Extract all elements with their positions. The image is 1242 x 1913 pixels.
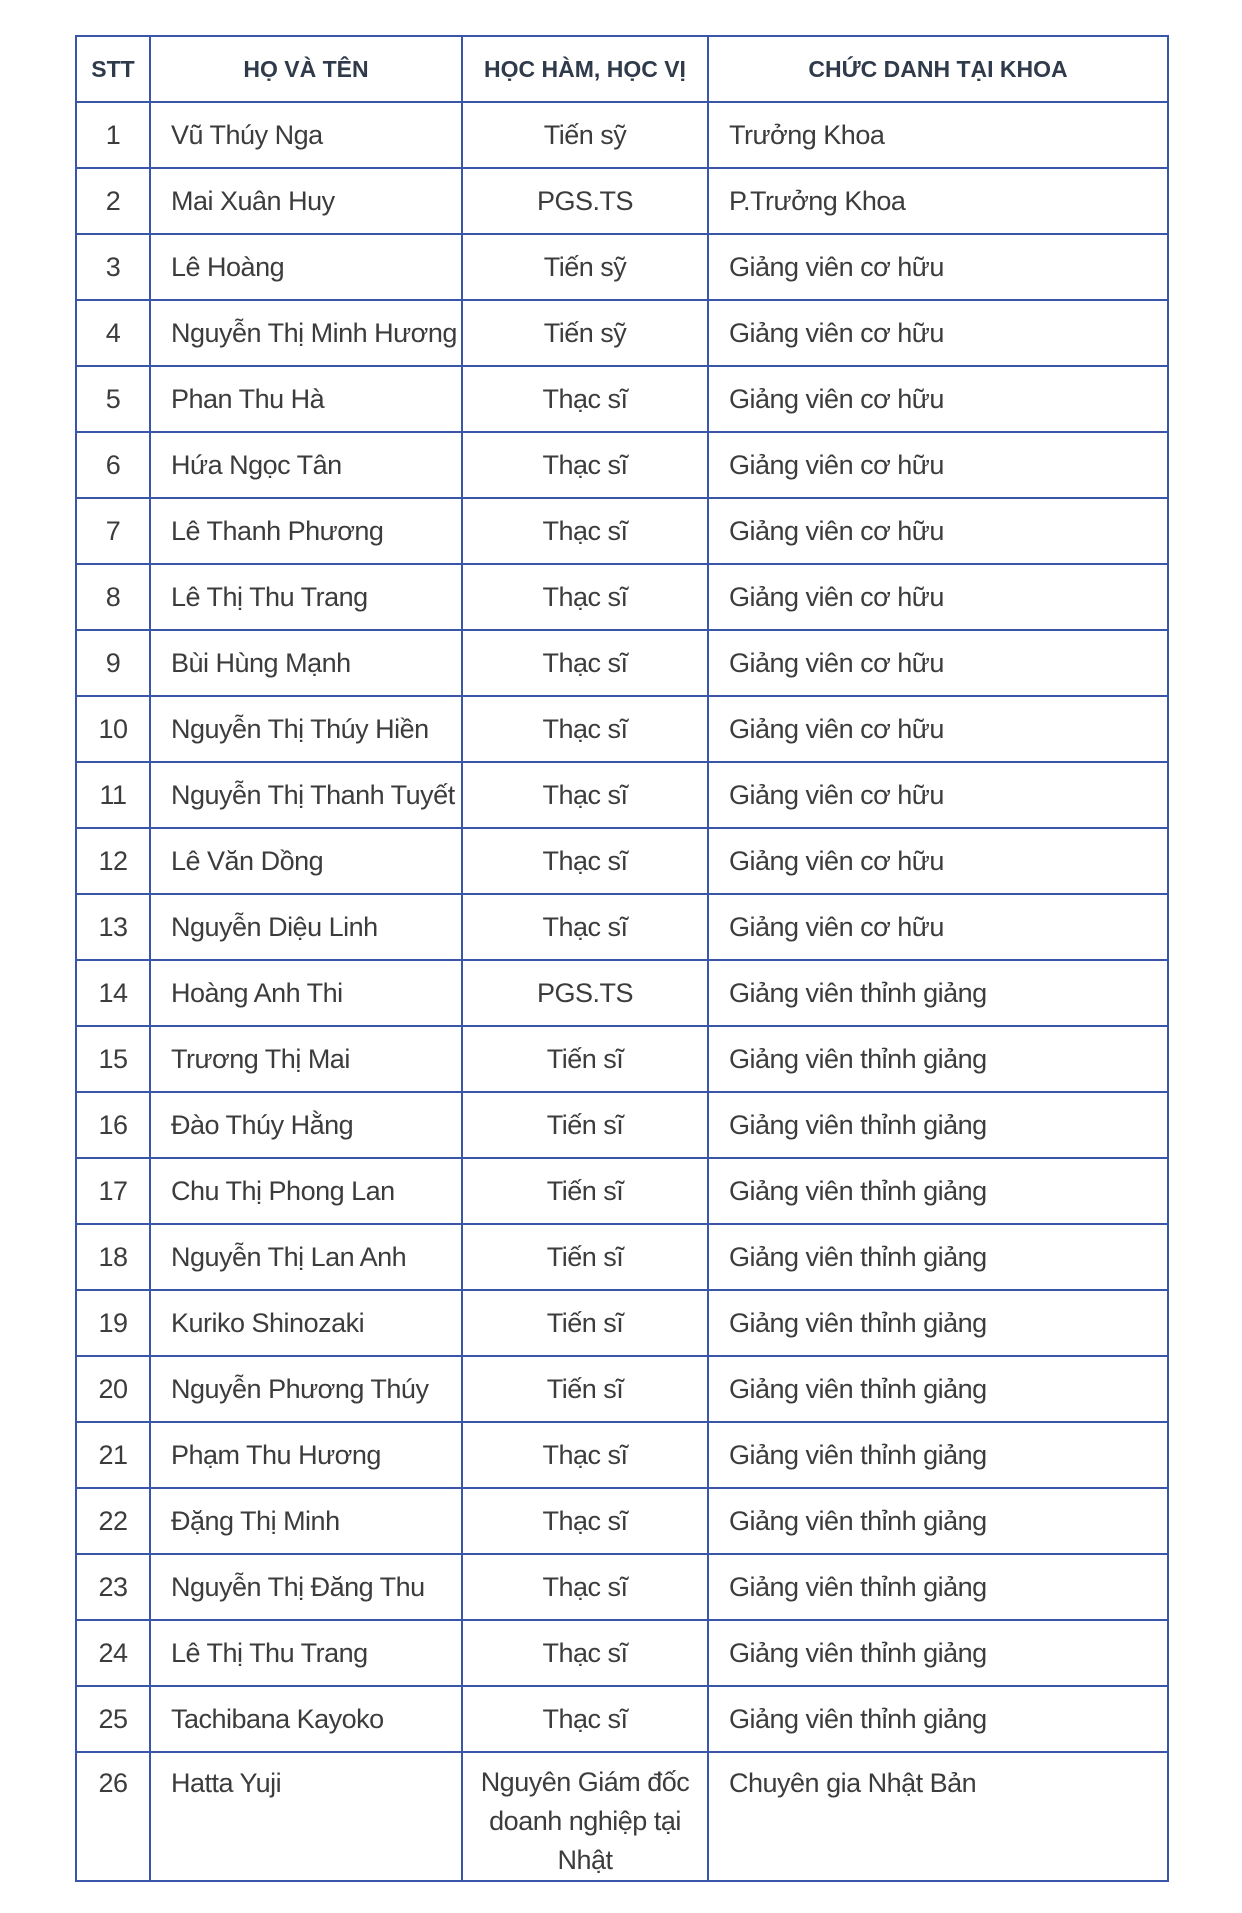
cell-name: Kuriko Shinozaki (150, 1290, 462, 1356)
cell-name: Đặng Thị Minh (150, 1488, 462, 1554)
cell-title: Trưởng Khoa (708, 102, 1168, 168)
cell-name: Lê Thị Thu Trang (150, 564, 462, 630)
cell-title: Giảng viên thỉnh giảng (708, 1158, 1168, 1224)
table-row (76, 234, 1168, 300)
cell-title: Giảng viên cơ hữu (708, 366, 1168, 432)
cell-title: Giảng viên thỉnh giảng (708, 1290, 1168, 1356)
cell-stt: 9 (76, 630, 150, 696)
cell-name: Tachibana Kayoko (150, 1686, 462, 1752)
cell-degree: PGS.TS (462, 960, 708, 1026)
cell-degree: Thạc sĩ (462, 564, 708, 630)
cell-stt: 4 (76, 300, 150, 366)
cell-degree: Thạc sĩ (462, 1620, 708, 1686)
cell-stt: 7 (76, 498, 150, 564)
cell-name: Trương Thị Mai (150, 1026, 462, 1092)
cell-degree: Tiến sỹ (462, 300, 708, 366)
cell-name: Nguyễn Thị Thanh Tuyết (150, 762, 462, 828)
cell-degree: Tiến sĩ (462, 1158, 708, 1224)
cell-stt: 1 (76, 102, 150, 168)
table-row (76, 762, 1168, 828)
table-row (76, 1620, 1168, 1686)
cell-stt: 25 (76, 1686, 150, 1752)
cell-degree: Thạc sĩ (462, 894, 708, 960)
cell-stt: 16 (76, 1092, 150, 1158)
cell-degree: Tiến sỹ (462, 234, 708, 300)
cell-degree: Thạc sĩ (462, 432, 708, 498)
header-name: HỌ VÀ TÊN (150, 36, 462, 102)
table-header-row (76, 36, 1168, 102)
cell-degree: Thạc sĩ (462, 630, 708, 696)
table-row (76, 1356, 1168, 1422)
cell-title: Giảng viên cơ hữu (708, 894, 1168, 960)
header-title: CHỨC DANH TẠI KHOA (708, 36, 1168, 102)
cell-degree: Thạc sĩ (462, 1422, 708, 1488)
table-row (76, 1290, 1168, 1356)
cell-name: Hoàng Anh Thi (150, 960, 462, 1026)
cell-name: Nguyễn Thị Lan Anh (150, 1224, 462, 1290)
cell-degree: Tiến sĩ (462, 1224, 708, 1290)
cell-name: Mai Xuân Huy (150, 168, 462, 234)
cell-degree: Thạc sĩ (462, 828, 708, 894)
cell-stt: 6 (76, 432, 150, 498)
cell-title: Giảng viên cơ hữu (708, 300, 1168, 366)
cell-stt: 22 (76, 1488, 150, 1554)
cell-degree: PGS.TS (462, 168, 708, 234)
cell-stt: 5 (76, 366, 150, 432)
cell-degree: Tiến sỹ (462, 102, 708, 168)
cell-title: Giảng viên cơ hữu (708, 498, 1168, 564)
cell-degree: Tiến sĩ (462, 1092, 708, 1158)
table-row (76, 564, 1168, 630)
cell-title: Giảng viên cơ hữu (708, 630, 1168, 696)
cell-title: Giảng viên cơ hữu (708, 696, 1168, 762)
table-row (76, 1488, 1168, 1554)
cell-stt: 15 (76, 1026, 150, 1092)
cell-degree: Thạc sĩ (462, 498, 708, 564)
cell-name: Lê Thị Thu Trang (150, 1620, 462, 1686)
cell-stt: 24 (76, 1620, 150, 1686)
cell-name: Lê Thanh Phương (150, 498, 462, 564)
table-row (76, 1422, 1168, 1488)
table-row (76, 1686, 1168, 1752)
cell-name: Nguyễn Diệu Linh (150, 894, 462, 960)
table-row (76, 168, 1168, 234)
cell-degree: Thạc sĩ (462, 366, 708, 432)
table-row (76, 1092, 1168, 1158)
cell-stt: 13 (76, 894, 150, 960)
table-row (76, 102, 1168, 168)
table-row (76, 828, 1168, 894)
table-row (76, 1752, 1168, 1881)
cell-title: Giảng viên cơ hữu (708, 828, 1168, 894)
cell-title: Giảng viên thỉnh giảng (708, 1092, 1168, 1158)
table-row (76, 894, 1168, 960)
cell-stt: 23 (76, 1554, 150, 1620)
cell-title: Giảng viên thỉnh giảng (708, 1224, 1168, 1290)
cell-title: Giảng viên cơ hữu (708, 432, 1168, 498)
table-row (76, 498, 1168, 564)
cell-stt: 2 (76, 168, 150, 234)
cell-name: Nguyễn Thị Minh Hương (150, 300, 462, 366)
cell-name: Bùi Hùng Mạnh (150, 630, 462, 696)
cell-name: Vũ Thúy Nga (150, 102, 462, 168)
cell-degree: Tiến sĩ (462, 1290, 708, 1356)
cell-stt: 8 (76, 564, 150, 630)
cell-degree: Nguyên Giám đốc doanh nghiệp tại Nhật (462, 1752, 708, 1881)
cell-title: Giảng viên cơ hữu (708, 564, 1168, 630)
cell-degree: Thạc sĩ (462, 762, 708, 828)
table-row (76, 300, 1168, 366)
cell-stt: 18 (76, 1224, 150, 1290)
header-degree: HỌC HÀM, HỌC VỊ (462, 36, 708, 102)
cell-degree: Tiến sĩ (462, 1026, 708, 1092)
cell-name: Phạm Thu Hương (150, 1422, 462, 1488)
cell-title: Giảng viên cơ hữu (708, 234, 1168, 300)
table-row (76, 960, 1168, 1026)
cell-title: Giảng viên cơ hữu (708, 762, 1168, 828)
cell-name: Nguyễn Thị Thúy Hiền (150, 696, 462, 762)
cell-stt: 14 (76, 960, 150, 1026)
header-stt: STT (76, 36, 150, 102)
cell-degree: Thạc sĩ (462, 696, 708, 762)
cell-stt: 3 (76, 234, 150, 300)
staff-table (75, 35, 1169, 1882)
cell-title: Giảng viên thỉnh giảng (708, 1026, 1168, 1092)
table-row (76, 1554, 1168, 1620)
table-row (76, 696, 1168, 762)
cell-name: Nguyễn Thị Đăng Thu (150, 1554, 462, 1620)
cell-title: Giảng viên thỉnh giảng (708, 1488, 1168, 1554)
cell-title: Chuyên gia Nhật Bản (708, 1752, 1168, 1881)
cell-stt: 10 (76, 696, 150, 762)
cell-title: Giảng viên thỉnh giảng (708, 1422, 1168, 1488)
cell-degree: Thạc sĩ (462, 1554, 708, 1620)
cell-title: Giảng viên thỉnh giảng (708, 1356, 1168, 1422)
cell-name: Hứa Ngọc Tân (150, 432, 462, 498)
cell-degree: Thạc sĩ (462, 1686, 708, 1752)
cell-title: Giảng viên thỉnh giảng (708, 1620, 1168, 1686)
cell-stt: 12 (76, 828, 150, 894)
cell-title: P.Trưởng Khoa (708, 168, 1168, 234)
cell-stt: 21 (76, 1422, 150, 1488)
cell-stt: 17 (76, 1158, 150, 1224)
cell-degree: Thạc sĩ (462, 1488, 708, 1554)
cell-name: Đào Thúy Hằng (150, 1092, 462, 1158)
table-body (76, 102, 1168, 1881)
table-row (76, 1224, 1168, 1290)
cell-stt: 26 (76, 1752, 150, 1881)
cell-stt: 19 (76, 1290, 150, 1356)
table-row (76, 1026, 1168, 1092)
cell-name: Nguyễn Phương Thúy (150, 1356, 462, 1422)
cell-stt: 11 (76, 762, 150, 828)
table-row (76, 630, 1168, 696)
cell-title: Giảng viên thỉnh giảng (708, 1686, 1168, 1752)
cell-name: Chu Thị Phong Lan (150, 1158, 462, 1224)
cell-stt: 20 (76, 1356, 150, 1422)
cell-name: Lê Văn Dồng (150, 828, 462, 894)
cell-name: Phan Thu Hà (150, 366, 462, 432)
cell-name: Hatta Yuji (150, 1752, 462, 1881)
cell-title: Giảng viên thỉnh giảng (708, 1554, 1168, 1620)
cell-degree: Tiến sĩ (462, 1356, 708, 1422)
cell-name: Lê Hoàng (150, 234, 462, 300)
cell-title: Giảng viên thỉnh giảng (708, 960, 1168, 1026)
table-row (76, 432, 1168, 498)
table-row (76, 1158, 1168, 1224)
table-row (76, 366, 1168, 432)
